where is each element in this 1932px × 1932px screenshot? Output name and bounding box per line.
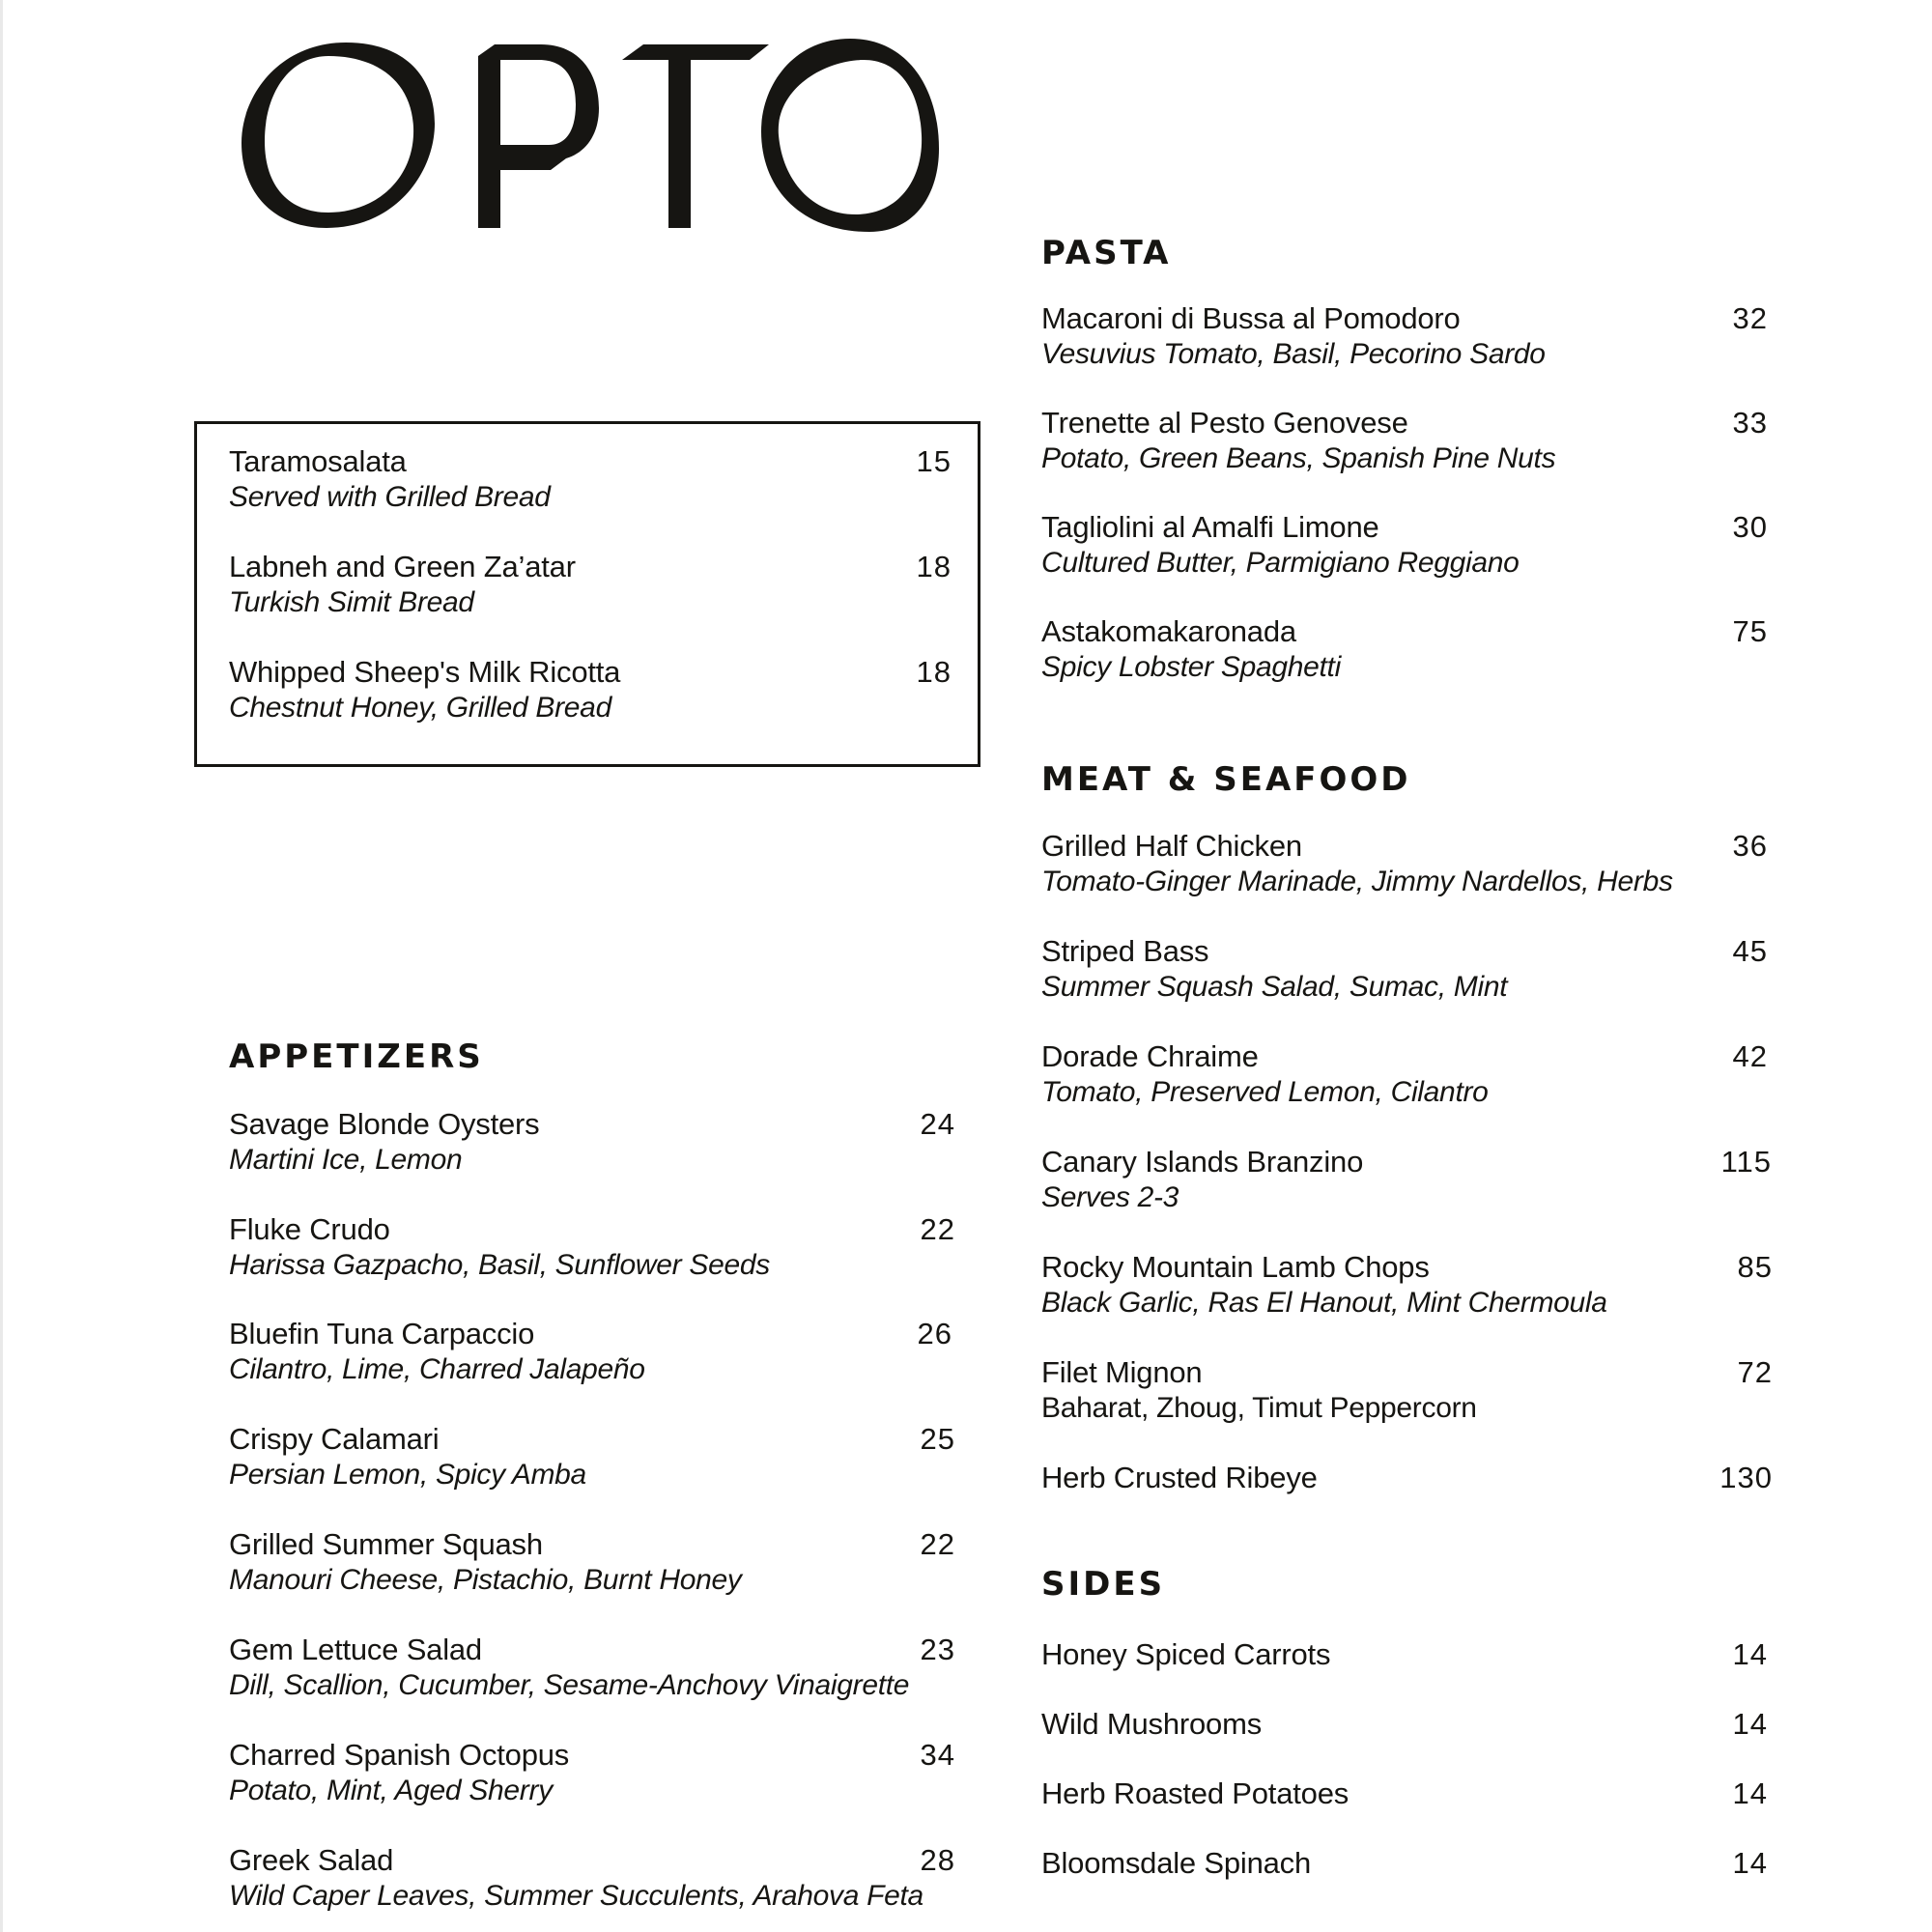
- menu-item: [1041, 1460, 1773, 1495]
- menu-item: [229, 1737, 955, 1808]
- item-name: Whipped Sheep's Milk Ricotta: [229, 655, 621, 689]
- item-price: 42: [1732, 1039, 1768, 1073]
- item-name: Bloomsdale Spinach: [1041, 1846, 1312, 1880]
- item-description: Tomato-Ginger Marinade, Jimmy Nardellos, Herbs: [1041, 866, 1673, 897]
- item-description: Martini Ice, Lemon: [229, 1144, 463, 1176]
- page-edge: [0, 0, 3, 1932]
- item-description: Black Garlic, Ras El Hanout, Mint Chermoula: [1041, 1287, 1607, 1319]
- item-price: 85: [1737, 1250, 1773, 1284]
- item-description: Wild Caper Leaves, Summer Succulents, Arahova Feta: [229, 1880, 923, 1912]
- item-name: Crispy Calamari: [229, 1422, 440, 1456]
- item-description: Spicy Lobster Spaghetti: [1041, 651, 1341, 683]
- menu-item: [229, 1632, 955, 1703]
- item-description: Harissa Gazpacho, Basil, Sunflower Seeds: [229, 1249, 770, 1281]
- item-price: 18: [916, 655, 952, 689]
- item-name: Taramosalata: [229, 444, 407, 478]
- item-description: Persian Lemon, Spicy Amba: [229, 1459, 586, 1491]
- menu-item: [229, 1526, 955, 1598]
- section-title-meat-seafood: MEAT & SEAFOOD: [1041, 760, 1411, 799]
- item-price: 14: [1732, 1846, 1768, 1880]
- menu-item: [229, 1421, 955, 1492]
- item-price: 45: [1732, 934, 1768, 968]
- item-description: Served with Grilled Bread: [229, 481, 551, 513]
- item-name: Fluke Crudo: [229, 1212, 390, 1246]
- opto-logo: [232, 35, 947, 234]
- menu-item: [1041, 933, 1768, 1005]
- item-price: 25: [920, 1422, 955, 1456]
- item-name: Charred Spanish Octopus: [229, 1738, 570, 1772]
- item-name: Savage Blonde Oysters: [229, 1107, 540, 1141]
- item-price: 72: [1737, 1355, 1773, 1389]
- item-name: Honey Spiced Carrots: [1041, 1637, 1331, 1671]
- item-description: Dill, Scallion, Cucumber, Sesame-Anchovy Vinaigrette: [229, 1669, 910, 1701]
- item-description: Turkish Simit Bread: [229, 586, 474, 618]
- menu-item: [1041, 1845, 1768, 1881]
- section-title-pasta: PASTA: [1041, 234, 1172, 272]
- item-name: Canary Islands Branzino: [1041, 1145, 1364, 1179]
- item-price: 28: [920, 1843, 955, 1877]
- item-name: Macaroni di Bussa al Pomodoro: [1041, 301, 1461, 335]
- item-name: Grilled Half Chicken: [1041, 829, 1302, 863]
- item-name: Greek Salad: [229, 1843, 394, 1877]
- item-name: Astakomakaronada: [1041, 614, 1296, 648]
- item-price: 14: [1732, 1707, 1768, 1741]
- menu-item: [229, 1842, 955, 1914]
- item-name: Grilled Summer Squash: [229, 1527, 543, 1561]
- item-name: Herb Roasted Potatoes: [1041, 1776, 1350, 1810]
- item-price: 36: [1732, 829, 1768, 863]
- section-title-appetizers: APPETIZERS: [229, 1037, 484, 1076]
- item-name: Tagliolini al Amalfi Limone: [1041, 510, 1379, 544]
- section-title-sides: SIDES: [1041, 1565, 1166, 1604]
- item-price: 33: [1732, 406, 1768, 440]
- item-description: Cultured Butter, Parmigiano Reggiano: [1041, 547, 1520, 579]
- item-price: 23: [920, 1633, 955, 1666]
- item-price: 130: [1719, 1461, 1773, 1494]
- item-description: Serves 2-3: [1041, 1181, 1179, 1213]
- menu-item: [1041, 1038, 1768, 1110]
- menu-item: [229, 443, 952, 515]
- item-description: Vesuvius Tomato, Basil, Pecorino Sardo: [1041, 338, 1546, 370]
- item-name: Wild Mushrooms: [1041, 1707, 1263, 1741]
- item-name: Rocky Mountain Lamb Chops: [1041, 1250, 1430, 1284]
- item-price: 14: [1732, 1637, 1768, 1671]
- item-price: 22: [920, 1212, 955, 1246]
- item-price: 22: [920, 1527, 955, 1561]
- menu-item: [1041, 1354, 1773, 1426]
- menu-item: [1041, 1249, 1773, 1321]
- menu-item: [1041, 1636, 1768, 1672]
- item-description: Baharat, Zhoug, Timut Peppercorn: [1041, 1392, 1477, 1424]
- item-description: Summer Squash Salad, Sumac, Mint: [1041, 971, 1508, 1003]
- item-price: 14: [1732, 1776, 1768, 1810]
- item-description: Cilantro, Lime, Charred Jalapeño: [229, 1353, 645, 1385]
- item-price: 75: [1732, 614, 1768, 648]
- item-name: Labneh and Green Za’atar: [229, 550, 576, 583]
- item-description: Potato, Green Beans, Spanish Pine Nuts: [1041, 442, 1556, 474]
- item-price: 26: [917, 1317, 952, 1350]
- menu-item: [229, 1106, 955, 1178]
- menu-item: [229, 654, 952, 725]
- item-name: Dorade Chraime: [1041, 1039, 1259, 1073]
- item-description: Potato, Mint, Aged Sherry: [229, 1775, 553, 1806]
- menu-item: [1041, 405, 1768, 476]
- item-name: Trenette al Pesto Genovese: [1041, 406, 1408, 440]
- menu-item: [1041, 1776, 1768, 1811]
- menu-item: [1041, 613, 1768, 685]
- item-description: Chestnut Honey, Grilled Bread: [229, 692, 611, 724]
- menu-item: [229, 549, 952, 620]
- item-name: Herb Crusted Ribeye: [1041, 1461, 1318, 1494]
- item-price: 32: [1732, 301, 1768, 335]
- menu-item: [1041, 828, 1768, 899]
- menu-item: [229, 1316, 952, 1387]
- item-description: Tomato, Preserved Lemon, Cilantro: [1041, 1076, 1489, 1108]
- item-price: 30: [1732, 510, 1768, 544]
- item-description: Manouri Cheese, Pistachio, Burnt Honey: [229, 1564, 742, 1596]
- menu-item: [1041, 509, 1768, 581]
- item-name: Gem Lettuce Salad: [229, 1633, 482, 1666]
- menu-item: [229, 1211, 955, 1283]
- item-price: 115: [1720, 1145, 1772, 1179]
- menu-item: [1041, 1706, 1768, 1742]
- item-price: 15: [916, 444, 952, 478]
- menu-item: [1041, 300, 1768, 372]
- item-name: Filet Mignon: [1041, 1355, 1203, 1389]
- logo-wordmark-icon: [232, 35, 947, 234]
- menu-item: [1041, 1144, 1772, 1215]
- item-price: 34: [920, 1738, 955, 1772]
- item-name: Striped Bass: [1041, 934, 1209, 968]
- item-price: 18: [916, 550, 952, 583]
- item-name: Bluefin Tuna Carpaccio: [229, 1317, 535, 1350]
- item-price: 24: [920, 1107, 955, 1141]
